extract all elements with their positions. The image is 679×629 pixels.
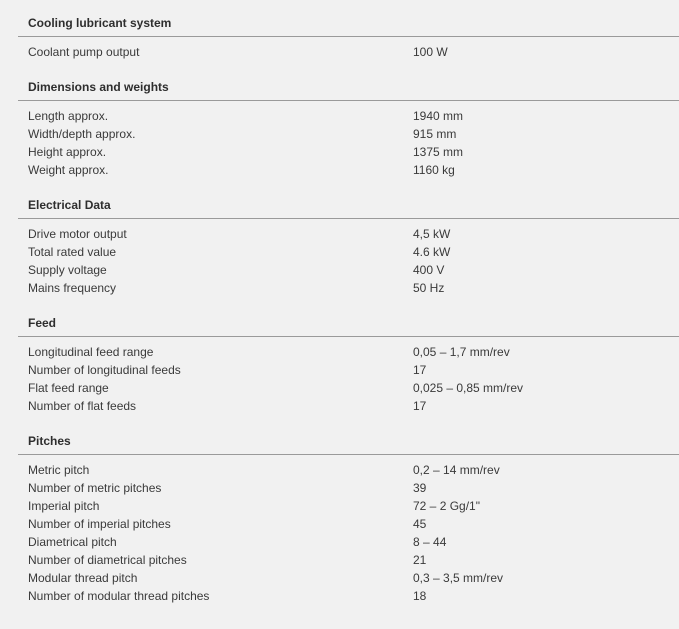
spec-value: 100 W	[413, 45, 448, 59]
spec-value: 17	[413, 363, 427, 377]
spec-value: 18	[413, 589, 427, 603]
spec-row	[18, 551, 679, 569]
spec-rows	[18, 337, 679, 415]
section-header	[18, 190, 679, 219]
section-dimensions-weights	[18, 72, 679, 179]
spec-row	[18, 43, 679, 61]
spec-value: 50 Hz	[413, 281, 445, 295]
spec-label: Coolant pump output	[28, 45, 140, 59]
spec-label: Number of metric pitches	[28, 481, 162, 495]
spec-value: 0,2 – 14 mm/rev	[413, 463, 500, 477]
section-feed	[18, 308, 679, 415]
spec-rows	[18, 219, 679, 297]
spec-sheet	[18, 0, 679, 605]
spec-label: Longitudinal feed range	[28, 345, 154, 359]
spec-label: Number of longitudinal feeds	[28, 363, 181, 377]
spec-value: 39	[413, 481, 427, 495]
spec-rows	[18, 455, 679, 605]
spec-label: Number of diametrical pitches	[28, 553, 187, 567]
section-header	[18, 0, 679, 37]
spec-row	[18, 143, 679, 161]
section-title: Dimensions and weights	[28, 80, 169, 94]
spec-label: Number of imperial pitches	[28, 517, 171, 531]
spec-label: Imperial pitch	[28, 499, 100, 513]
spec-row	[18, 587, 679, 605]
spec-row	[18, 243, 679, 261]
spec-row	[18, 461, 679, 479]
spec-value: 1160 kg	[413, 163, 455, 177]
spec-value: 21	[413, 553, 427, 567]
section-electrical-data	[18, 190, 679, 297]
spec-row	[18, 379, 679, 397]
spec-label: Height approx.	[28, 145, 107, 159]
spec-row	[18, 225, 679, 243]
section-header	[18, 72, 679, 101]
spec-value: 400 V	[413, 263, 445, 277]
spec-label: Diametrical pitch	[28, 535, 117, 549]
section-title: Cooling lubricant system	[28, 16, 172, 30]
spec-value: 0,3 – 3,5 mm/rev	[413, 571, 504, 585]
spec-row	[18, 361, 679, 379]
spec-label: Number of modular thread pitches	[28, 589, 210, 603]
section-pitches	[18, 426, 679, 605]
spec-label: Mains frequency	[28, 281, 117, 295]
spec-row	[18, 261, 679, 279]
spec-label: Modular thread pitch	[28, 571, 138, 585]
spec-value: 1940 mm	[413, 109, 464, 123]
spec-value: 72 – 2 Gg/1"	[413, 499, 480, 513]
spec-rows	[18, 37, 679, 61]
spec-row	[18, 279, 679, 297]
spec-label: Drive motor output	[28, 227, 127, 241]
spec-row	[18, 125, 679, 143]
spec-value: 0,05 – 1,7 mm/rev	[413, 345, 510, 359]
spec-label: Length approx.	[28, 109, 109, 123]
spec-row	[18, 569, 679, 587]
spec-row	[18, 161, 679, 179]
spec-row	[18, 107, 679, 125]
spec-value: 915 mm	[413, 127, 457, 141]
spec-label: Total rated value	[28, 245, 117, 259]
section-title: Pitches	[28, 434, 71, 448]
spec-row	[18, 343, 679, 361]
spec-row	[18, 515, 679, 533]
spec-value: 4,5 kW	[413, 227, 451, 241]
section-title: Feed	[28, 316, 57, 330]
spec-row	[18, 479, 679, 497]
section-cooling-lubricant	[18, 0, 679, 61]
spec-label: Metric pitch	[28, 463, 90, 477]
spec-label: Number of flat feeds	[28, 399, 137, 413]
spec-row	[18, 397, 679, 415]
spec-value: 1375 mm	[413, 145, 464, 159]
spec-label: Supply voltage	[28, 263, 107, 277]
spec-value: 45	[413, 517, 427, 531]
spec-value: 4.6 kW	[413, 245, 451, 259]
spec-value: 8 – 44	[413, 535, 447, 549]
spec-row	[18, 497, 679, 515]
spec-label: Flat feed range	[28, 381, 109, 395]
section-header	[18, 426, 679, 455]
spec-value: 0,025 – 0,85 mm/rev	[413, 381, 524, 395]
spec-value: 17	[413, 399, 427, 413]
section-header	[18, 308, 679, 337]
section-title: Electrical Data	[28, 198, 111, 212]
spec-label: Weight approx.	[28, 163, 109, 177]
spec-label: Width/depth approx.	[28, 127, 136, 141]
spec-rows	[18, 101, 679, 179]
spec-row	[18, 533, 679, 551]
